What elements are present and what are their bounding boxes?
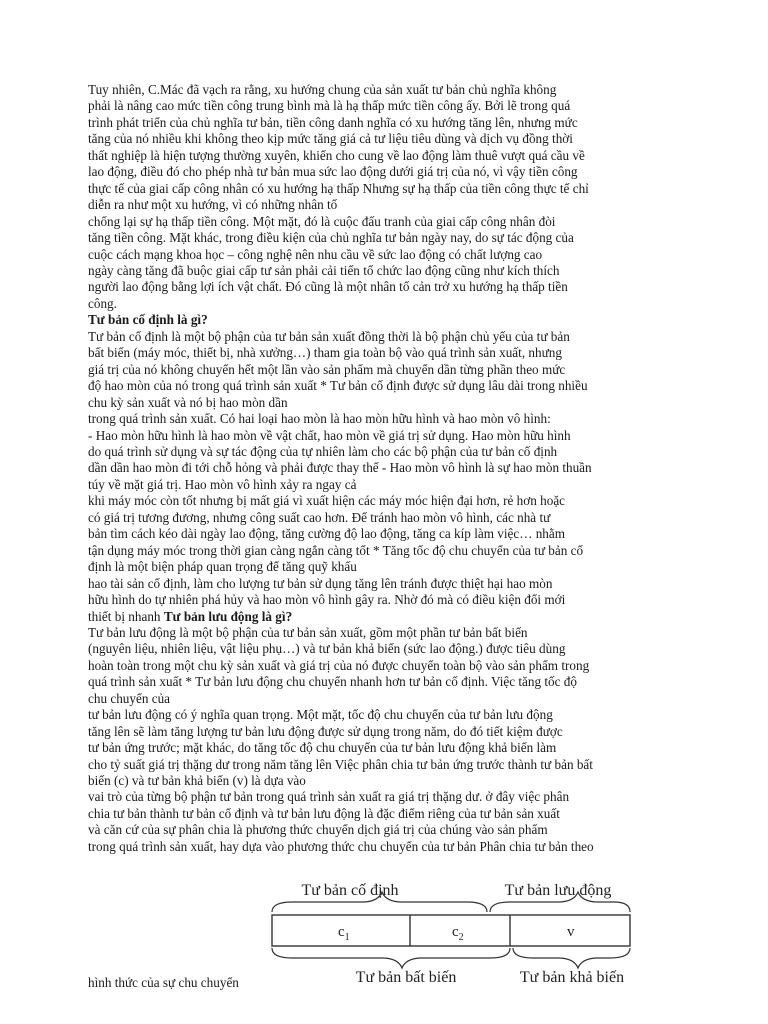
text-line: tăng của nó nhiều khi không theo kịp mức tăng giá cả tư liệu tiêu dùng và dịch vụ đồng thời xyxy=(88,131,573,147)
text-line: chu chuyển của xyxy=(88,690,171,706)
label-circulating-capital: Tư bản lưu động xyxy=(504,882,612,899)
text-line: phải là nâng cao mức tiền công trung bình mà là hạ thấp mức tiền công ấy. Bởi lẽ trong quá xyxy=(88,98,571,114)
text-line: chia tư bản thành tư bản cố định và tư bản lưu động là đặc điểm riêng của tư bản sản xuất xyxy=(88,805,560,821)
text-line: bất biến (máy móc, thiết bị, nhà xưởng…) tham gia toàn bộ vào quá trình sản xuất, nhưng xyxy=(88,345,562,361)
text-line: (nguyên liệu, nhiên liệu, vật liệu phụ…) và tư bản khả biến (sức lao động.) được tiêu dùng xyxy=(88,641,566,657)
last-line: hình thức của sự chu chuyển xyxy=(88,975,239,990)
text-line: cho tỷ suất giá trị thặng dư trong năm tăng lên Việc phân chia tư bản ứng trước thành tư bản bất xyxy=(88,756,593,772)
text-line: biến (c) và tư bản khả biến (v) là dựa vào xyxy=(88,773,306,789)
text-line: tư bản lưu động có ý nghĩa quan trọng. Một mặt, tốc độ chu chuyển của tư bản lưu động xyxy=(88,707,553,723)
text-line: thực tế của giai cấp công nhân có xu hướng hạ thấp Nhưng sự hạ thấp của tiền công thực tế chỉ xyxy=(88,180,589,196)
brace-variable-capital xyxy=(513,948,630,968)
label-fixed-capital: Tư bản cố định xyxy=(301,882,399,899)
text-line: túy về mặt giá trị. Hao mòn vô hình xảy ra ngay cả xyxy=(88,476,357,492)
brace-constant-capital xyxy=(272,948,510,968)
text-line: vai trò của từng bộ phận tư bản trong quá trình sản xuất ra giá trị thặng dư. ở đây việc phân xyxy=(88,789,570,805)
text-line: người lao động bằng lợi ích vật chất. Đó cũng là một nhân tố cản trở xu hướng hạ thấp tiền xyxy=(88,279,568,295)
text-line: chống lại sự hạ thấp tiền công. Một mặt, đó là cuộc đấu tranh của giai cấp công nhân đòi xyxy=(88,213,556,229)
text-line: - Hao mòn hữu hình là hao mòn về vật chất, hao mòn về giá trị sử dụng. Hao mòn hữu hình xyxy=(88,427,571,443)
label-constant-capital: Tư bản bất biến xyxy=(355,969,457,986)
document-body xyxy=(88,82,688,855)
text-line: hoàn toàn trong một chu kỳ sản xuất và giá trị của nó được chuyển toàn bộ vào sản phẩm trong xyxy=(88,657,590,673)
text-line: hao tài sản cố định, làm cho lượng tư bản sử dụng tăng lên tránh được thiệt hại hao mòn xyxy=(88,575,553,591)
text-line: tận dụng máy móc trong thời gian càng ngắn càng tốt * Tăng tốc độ chu chuyển của tư bản cố xyxy=(88,542,584,558)
text-line: quá trình sản xuất * Tư bản lưu động chu chuyển nhanh hơn tư bản cố định. Việc tăng tốc độ xyxy=(88,674,577,690)
label-variable-capital: Tư bản khả biến xyxy=(519,969,625,986)
cell-v: v xyxy=(567,924,575,940)
heading-circulating-capital: Tư bản lưu động là gì? xyxy=(163,608,293,624)
text-line: tư bản ứng trước; mặt khác, do tăng tốc độ chu chuyển của tư bản lưu động khả biến làm xyxy=(88,740,557,756)
paragraph-fixed-capital xyxy=(88,329,688,609)
cell-c2: $c_2$ xyxy=(452,924,464,943)
text-line: cuộc cách mạng khoa học – công nghệ nên nhu cầu về sức lao động có chất lượng cao xyxy=(88,246,543,262)
text-line: định là một biện pháp quan trọng để tăng quỹ khấu xyxy=(88,559,357,575)
cell-c1: $c_1$ xyxy=(338,924,350,943)
text-line: trong quá trình sản xuất, hay dựa vào phương thức chu chuyển của tư bản Phân chia tư bản theo xyxy=(88,838,594,854)
text-line: trong quá trình sản xuất. Có hai loại hao mòn là hao mòn hữu hình và hao mòn vô hình: xyxy=(88,411,551,427)
text-line: dần dần hao mòn đi tới chỗ hỏng và phải được thay thế - Hao mòn vô hình là sự hao mòn thuần xyxy=(88,460,592,476)
text-line: giá trị của nó không chuyển hết một lần vào sản phẩm mà chuyển dần từng phần theo mức xyxy=(88,361,566,377)
paragraph-wages xyxy=(88,82,688,312)
text-line: thất nghiệp là hiện tượng thường xuyên, khiến cho cung về lao động làm thuê vượt quá cầu về xyxy=(88,147,585,163)
text-line: công. xyxy=(88,295,117,311)
text-line: Tư bản cố định là một bộ phận của tư bản sản xuất đồng thời là bộ phận chủ yếu của tư bản xyxy=(88,328,570,344)
text-line: lao động, điều đó cho phép nhà tư bản mua sức lao động dưới giá trị của nó, vì vậy tiền công xyxy=(88,164,578,180)
text-line: ngày càng tăng đã buộc giai cấp tư sản phải cải tiến tổ chức lao động cũng như kích thích xyxy=(88,262,560,278)
line-with-heading-circulating: thiết bị nhanh Tư bản lưu động là gì? xyxy=(88,608,293,624)
text-line: hữu hình do tự nhiên phá hủy và hao mòn vô hình gây ra. Nhờ đó mà có điều kiện đổi mới xyxy=(88,592,566,608)
text-line: có giá trị tương đương, nhưng công suất cao hơn. Để tránh hao mòn vô hình, các nhà tư xyxy=(88,509,551,525)
text-line: trình phát triển của chủ nghĩa tư bản, tiền công danh nghĩa có xu hướng tăng lên, nhưng mức xyxy=(88,114,578,130)
paragraph-circulating-capital xyxy=(88,625,688,855)
text-line: diễn ra như một xu hướng, vì có những nhân tố xyxy=(88,197,338,213)
text-line: do quá trình sử dụng và sự tác động của tự nhiên làm cho các bộ phận của tư bản cố định xyxy=(88,443,558,459)
text-line: Tư bản lưu động là một bộ phận của tư bản sản xuất, gồm một phần tư bản bất biến xyxy=(88,624,528,640)
text-line: tăng lên sẽ làm tăng lượng tư bản lưu động được sử dụng trong năm, do đó tiết kiệm được xyxy=(88,723,563,739)
text-line: tăng tiền công. Mặt khác, trong điều kiện của chủ nghĩa tư bản ngày nay, do sự tác động của xyxy=(88,230,574,246)
text-line: Tuy nhiên, C.Mác đã vạch ra rằng, xu hướng chung của sản xuất tư bản chủ nghĩa không xyxy=(88,82,557,97)
text-line: bản tìm cách kéo dài ngày lao động, tăng cường độ lao động, tăng ca kíp làm việc… nhằm xyxy=(88,526,566,542)
text-line: và căn cứ của sự phân chia là phương thức chuyển dịch giá trị của chúng vào sản phẩm xyxy=(88,822,548,838)
capital-division-diagram xyxy=(262,874,642,986)
text-line: khi máy móc còn tốt nhưng bị mất giá vì xuất hiện các máy móc hiện đại hơn, rẻ hơn hoặc xyxy=(88,493,566,509)
text-line: chu kỳ sản xuất và nó bị hao mòn dần xyxy=(88,394,288,410)
text-line: độ hao mòn của nó trong quá trình sản xuất * Tư bản cố định được sử dụng lâu dài trong nhiều xyxy=(88,378,588,394)
heading-fixed-capital: Tư bản cố định là gì? xyxy=(88,312,208,328)
